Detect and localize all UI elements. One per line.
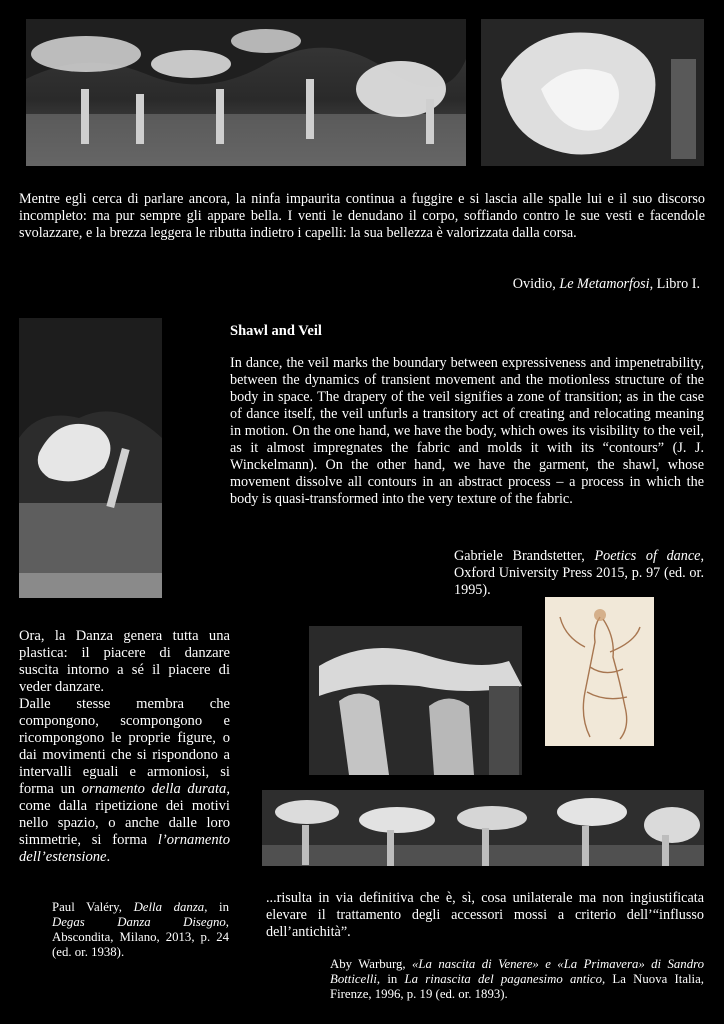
ovid-citation xyxy=(300,276,700,293)
photo-dancers-park xyxy=(26,19,466,166)
warburg-cite-mid: , in xyxy=(376,972,405,986)
ovid-cite-author: Ovidio, xyxy=(512,276,560,292)
shawl-cite-rest: , Oxford University Press 2015, p. 97 (ed. or. 1995). xyxy=(454,548,704,598)
ovid-cite-title: Le Metamorfosi xyxy=(559,276,650,292)
shawl-cite-title: Poetics of dance xyxy=(594,548,701,564)
valery-cite-mid: , in xyxy=(204,900,229,914)
valery-cite-title2: Degas Danza Disegno xyxy=(52,915,226,929)
sepia-drawing-dancer-icon xyxy=(545,597,654,746)
warburg-citation xyxy=(330,957,704,1002)
warburg-cite-author: Aby Warburg, xyxy=(330,957,413,971)
valery-p2-c: , come dalla ripetizione dei motivi nello spazio, o anche dalle loro simmetrie, si forma xyxy=(19,781,230,848)
ovid-paragraph: Mentre egli cerca di parlare ancora, la ninfa impaurita continua a fuggire e si lascia alle spalle lui e il suo discorso incompleto: ma pur sempre gli appare bella. I venti le denudano il corpo, soffiando contro le sue vesti e facendole svolazzare, e la brezza leggera le ributta indietro i capelli: la sua bellezza è valorizzata dalla corsa. xyxy=(19,191,705,241)
photo-strip-dancers-veils-icon xyxy=(262,790,704,866)
photo-dancer-leaping xyxy=(19,318,162,598)
shawl-heading: Shawl and Veil xyxy=(230,323,322,339)
valery-p2-d: l’ornamento dell’estensione xyxy=(19,832,230,865)
warburg-cite-title1: «La nascita di Venere» e «La Primavera» di Sandro Botticelli xyxy=(330,957,704,986)
valery-p2 xyxy=(19,696,230,866)
drawing-dancer xyxy=(545,597,654,746)
valery-p1: Ora, la Danza genera tutta una plastica: il piacere di danzare suscita intorno a sé il piacere di veder danzare. xyxy=(19,628,230,695)
photo-dancers-raising-veils-icon xyxy=(309,626,522,775)
warburg-paragraph: ...risulta in via definitiva che è, sì, cosa unilaterale ma non ingiustificata elevare il trattamento degli accessori mossi a criterio dell’“influsso dell’antichità”. xyxy=(266,890,704,940)
shawl-paragraph: In dance, the veil marks the boundary between expressiveness and impenetrability, between the dynamics of transient movement and the motionless structure of the body in space. The drapery of the veil signifies a zone of transition; as in the case of dance itself, the veil unfurls a transitory act of creating and relocating meaning in motion. On the one hand, we have the body, which owes its visibility to the veil, as it almost impregnates the fabric and molds it with its “contours” (J. J. Winckelmann). On the other hand, we have the garment, the shawl, whose movement dissolve all contours in an abstract process – a process in which the body is quasi-transformed into the very texture of the fabric. xyxy=(230,355,704,507)
valery-cite-author: Paul Valéry, xyxy=(52,900,134,914)
shawl-citation xyxy=(454,548,704,599)
valery-quote xyxy=(19,628,230,866)
valery-p2-b: ornamento della durata xyxy=(81,781,227,797)
photo-strip xyxy=(262,790,704,866)
photo-dancers-with-veils-park-icon xyxy=(26,19,466,166)
valery-p2-e: . xyxy=(106,849,111,865)
valery-cite-title1: Della danza xyxy=(133,900,205,914)
shawl-cite-author: Gabriele Brandstetter, xyxy=(454,548,595,564)
valery-p2-a: Dalle stesse membra che compongono, scompongono e ricompongono le proprie figure, o dai movimenti che si rispondono a intervalli eguali e armoniosi, si forma un xyxy=(19,696,230,797)
ovid-cite-rest: , Libro I. xyxy=(649,276,700,292)
warburg-cite-title2: La rinascita del paganesimo antico xyxy=(404,972,602,986)
photo-veil-closeup xyxy=(481,19,704,166)
warburg-cite-rest: , La Nuova Italia, Firenze, 1996, p. 19 (ed. or. 1893). xyxy=(330,972,704,1001)
photo-dancer-leaping-with-shawl-icon xyxy=(19,318,162,598)
valery-cite-rest: , Abscondita, Milano, 2013, p. 24 (ed. or. 1938). xyxy=(52,915,229,959)
photo-dancers-raising-veils xyxy=(309,626,522,775)
valery-citation xyxy=(52,900,229,960)
photo-billowing-veil-closeup-icon xyxy=(481,19,704,166)
